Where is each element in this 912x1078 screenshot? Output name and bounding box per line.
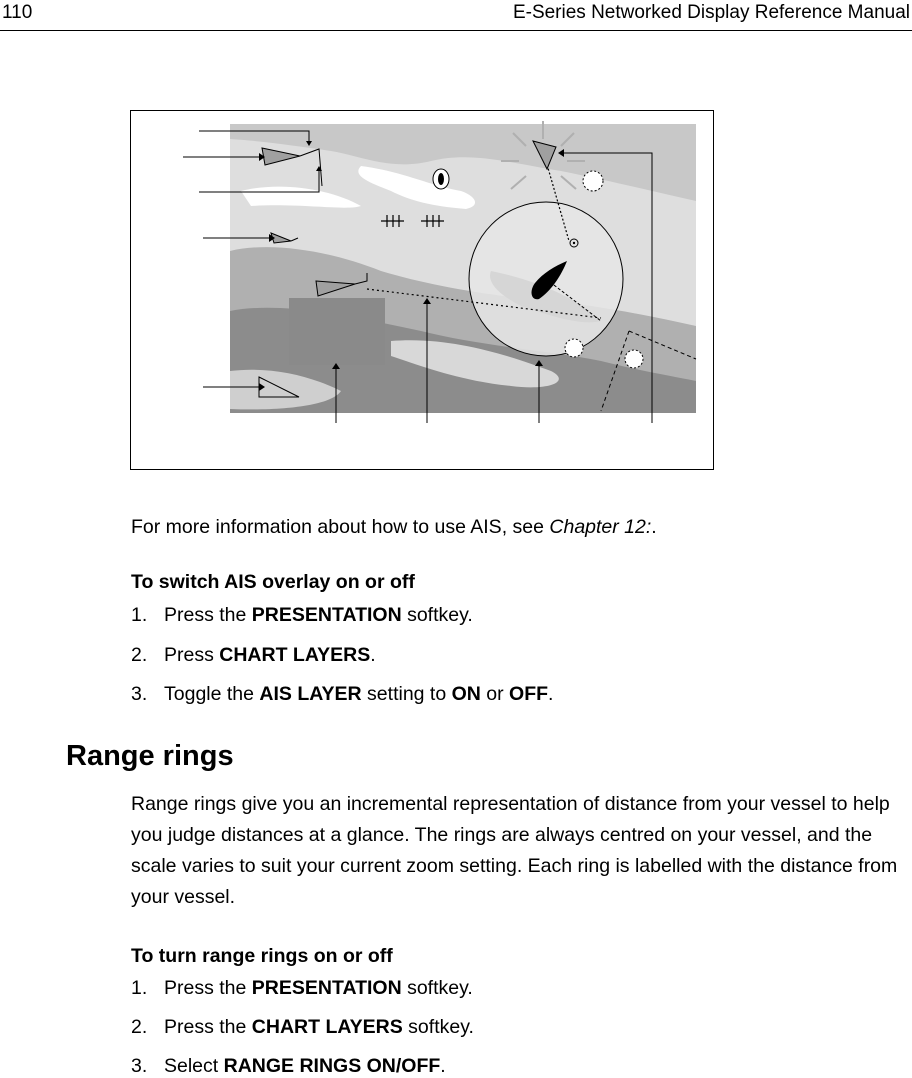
- intro-end: .: [651, 516, 657, 538]
- ais-step-2: [131, 644, 376, 667]
- step-key: RANGE RINGS ON/OFF: [223, 1055, 441, 1077]
- step-text: Press the: [164, 604, 252, 626]
- step-value: ON: [451, 683, 481, 705]
- rr-step-3: [131, 1055, 446, 1078]
- step-key: AIS LAYER: [259, 683, 362, 705]
- step-text: softkey.: [401, 604, 473, 626]
- step-text: Select: [164, 1055, 224, 1077]
- step-text: Toggle the: [164, 683, 260, 705]
- page-number: 110: [2, 2, 33, 23]
- ais-chart-figure: [130, 110, 714, 470]
- step-key: PRESENTATION: [251, 977, 402, 999]
- step-number: 2.: [131, 644, 148, 666]
- range-rings-paragraph: Range rings give you an incremental representation of distance from your vessel to help you judge distances at a glance. The rings are always centred on your vessel, and the scale varies to suit your current zoom setting. Each ring is labelled with the distance from your vessel.: [131, 793, 898, 908]
- step-text: .: [370, 644, 376, 666]
- dotted-target: [625, 350, 643, 368]
- step-number: 3.: [131, 1055, 148, 1077]
- step-text: or: [480, 683, 510, 705]
- rr-step-2: [131, 1016, 474, 1039]
- ais-step-1: [131, 604, 473, 627]
- intro-text: For more information about how to use AIS, see: [131, 516, 550, 538]
- intro-paragraph: [131, 512, 657, 543]
- data-box: [289, 298, 385, 365]
- step-number: 1.: [131, 604, 148, 626]
- manual-title: E-Series Networked Display Reference Manual: [512, 2, 910, 23]
- step-key: PRESENTATION: [251, 604, 402, 626]
- dotted-target: [583, 171, 603, 191]
- ais-subheading: To switch AIS overlay on or off: [131, 571, 415, 593]
- step-key: CHART LAYERS: [251, 1016, 403, 1038]
- step-number: 1.: [131, 977, 148, 999]
- step-text: setting to: [361, 683, 452, 705]
- range-rings-heading: Range rings: [66, 740, 234, 772]
- step-value: OFF: [509, 683, 549, 705]
- chart-area: [230, 124, 696, 413]
- ais-chart-illustration: [131, 111, 713, 469]
- page-header: [0, 0, 912, 31]
- step-number: 3.: [131, 683, 148, 705]
- dotted-target: [565, 339, 583, 357]
- step-text: Press: [164, 644, 220, 666]
- step-text: .: [548, 683, 554, 705]
- rr-step-1: [131, 977, 473, 1000]
- step-text: softkey.: [401, 977, 473, 999]
- step-text: Press the: [164, 1016, 252, 1038]
- step-text: softkey.: [402, 1016, 474, 1038]
- step-text: .: [440, 1055, 446, 1077]
- range-rings-subheading: To turn range rings on or off: [131, 945, 393, 967]
- step-text: Press the: [164, 977, 252, 999]
- ais-step-3: [131, 683, 553, 706]
- step-key: CHART LAYERS: [219, 644, 371, 666]
- step-number: 2.: [131, 1016, 148, 1038]
- chapter-link[interactable]: Chapter 12:: [549, 516, 652, 538]
